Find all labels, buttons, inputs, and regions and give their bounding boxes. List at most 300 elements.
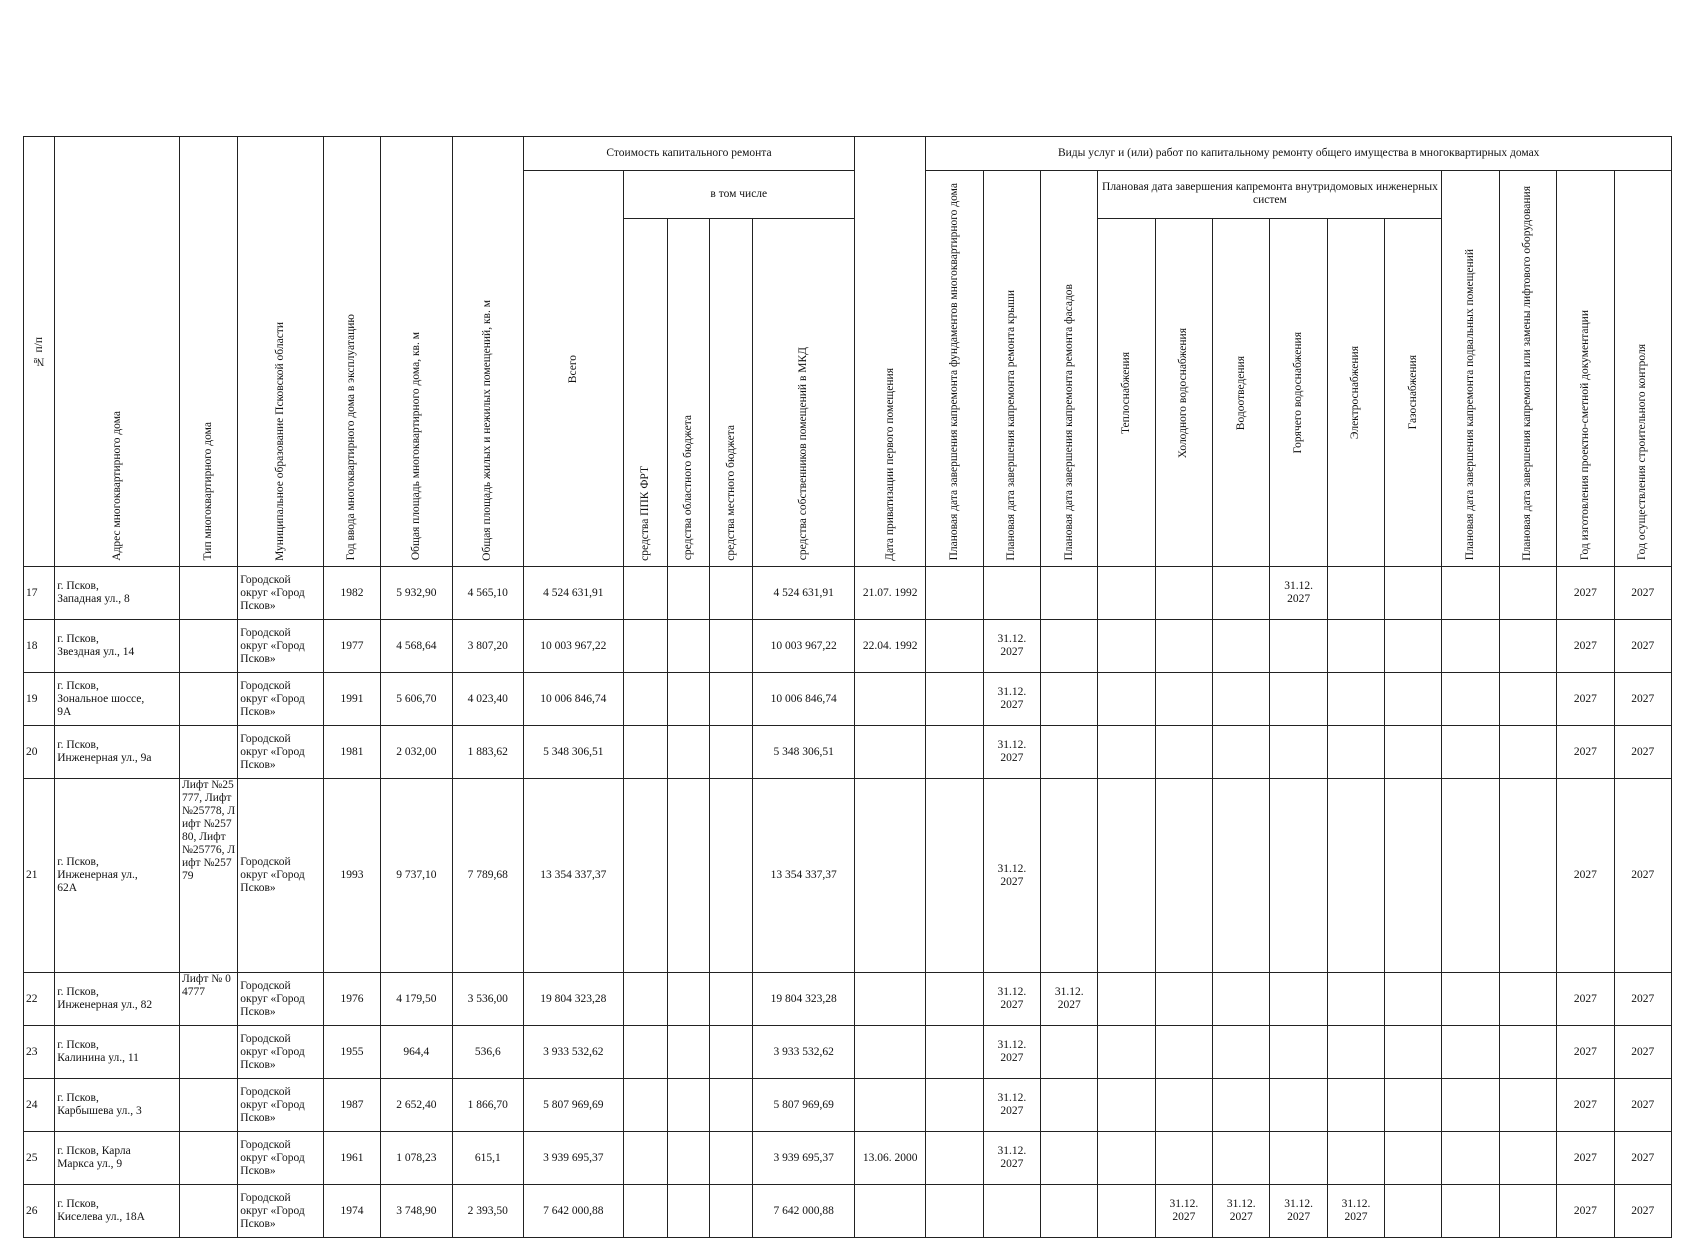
cell-total-area: 964,4 — [381, 1026, 452, 1079]
cell-type — [179, 1132, 237, 1185]
cell-drainage — [1213, 673, 1270, 726]
cell-gas — [1385, 567, 1442, 620]
cell-basement — [1442, 779, 1499, 973]
cell-local — [710, 1026, 753, 1079]
cell-municipality: Городской округ «Город Псков» — [238, 973, 324, 1026]
cell-address: г. Псков, Киселева ул., 18А — [55, 1185, 180, 1238]
cell-living-area: 2 393,50 — [452, 1185, 523, 1238]
col-control-year-header: Год осуществления строительного контроля — [1614, 171, 1672, 567]
col-municipality-header: Муниципальное образование Псковской области — [238, 137, 324, 567]
cell-foundation — [926, 567, 983, 620]
cell-ppk — [623, 1026, 667, 1079]
cell-cold-water — [1155, 779, 1212, 973]
col-gas-header: Газоснабжения — [1385, 218, 1442, 566]
cell-address: г. Псков, Инженерная ул., 9а — [55, 726, 180, 779]
cell-living-area: 3 536,00 — [452, 973, 523, 1026]
cell-elevator — [1499, 726, 1556, 779]
cell-living-area: 615,1 — [452, 1132, 523, 1185]
cell-basement — [1442, 673, 1499, 726]
cell-municipality: Городской округ «Город Псков» — [238, 779, 324, 973]
cell-local — [710, 620, 753, 673]
cell-local — [710, 726, 753, 779]
cost-group-header: Стоимость капитального ремонта — [523, 137, 854, 171]
cell-roof — [983, 567, 1040, 620]
cell-hot-water — [1270, 973, 1327, 1026]
cell-owners: 5 807 969,69 — [753, 1079, 855, 1132]
cell-electric: 31.12. 2027 — [1327, 1185, 1384, 1238]
cell-gas — [1385, 973, 1442, 1026]
cell-address: г. Псков, Инженерная ул., 82 — [55, 973, 180, 1026]
col-roof-header: Плановая дата завершения капремонта ремонта крыши — [983, 171, 1040, 567]
cell-elevator — [1499, 673, 1556, 726]
cell-cost-total: 10 006 846,74 — [523, 673, 623, 726]
cell-control-year: 2027 — [1614, 673, 1672, 726]
cell-control-year: 2027 — [1614, 620, 1672, 673]
cell-address: г. Псков, Инженерная ул., 62А — [55, 779, 180, 973]
table-body — [24, 567, 1672, 1238]
cell-drainage: 31.12. 2027 — [1213, 1185, 1270, 1238]
cell-year: 1993 — [323, 779, 380, 973]
cell-facade — [1041, 1026, 1098, 1079]
cell-total-area: 2 652,40 — [381, 1079, 452, 1132]
cell-num: 21 — [24, 779, 55, 973]
cell-owners: 10 006 846,74 — [753, 673, 855, 726]
cell-design-year: 2027 — [1557, 1185, 1614, 1238]
cell-heat — [1098, 1132, 1155, 1185]
cell-ppk — [623, 620, 667, 673]
cell-elevator — [1499, 567, 1556, 620]
cell-heat — [1098, 1185, 1155, 1238]
cell-heat — [1098, 673, 1155, 726]
cell-elevator — [1499, 1026, 1556, 1079]
cell-address: г. Псков, Западная ул., 8 — [55, 567, 180, 620]
cell-local — [710, 673, 753, 726]
including-header: в том числе — [623, 171, 854, 219]
cell-regional — [667, 1132, 709, 1185]
cell-regional — [667, 1079, 709, 1132]
cell-drainage — [1213, 620, 1270, 673]
cell-facade — [1041, 620, 1098, 673]
cell-cost-total: 5 348 306,51 — [523, 726, 623, 779]
cell-foundation — [926, 973, 983, 1026]
cell-regional — [667, 726, 709, 779]
cell-address: г. Псков, Калинина ул., 11 — [55, 1026, 180, 1079]
cell-total-area: 2 032,00 — [381, 726, 452, 779]
cell-year: 1974 — [323, 1185, 380, 1238]
cell-roof: 31.12. 2027 — [983, 779, 1040, 973]
cell-roof — [983, 1185, 1040, 1238]
cell-design-year: 2027 — [1557, 1079, 1614, 1132]
cell-num: 22 — [24, 973, 55, 1026]
cell-hot-water — [1270, 673, 1327, 726]
cell-owners: 13 354 337,37 — [753, 779, 855, 973]
cell-municipality: Городской округ «Город Псков» — [238, 1132, 324, 1185]
engineering-group-header: Плановая дата завершения капремонта внутридомовых инженерных систем — [1098, 171, 1442, 219]
cell-hot-water — [1270, 620, 1327, 673]
cell-total-area: 5 606,70 — [381, 673, 452, 726]
cell-ppk — [623, 779, 667, 973]
cell-type — [179, 1026, 237, 1079]
table-row — [24, 1079, 1672, 1132]
cell-hot-water: 31.12. 2027 — [1270, 1185, 1327, 1238]
cell-facade — [1041, 1079, 1098, 1132]
cell-heat — [1098, 1079, 1155, 1132]
cell-year: 1955 — [323, 1026, 380, 1079]
cell-owners: 5 348 306,51 — [753, 726, 855, 779]
cell-basement — [1442, 620, 1499, 673]
cell-control-year: 2027 — [1614, 1185, 1672, 1238]
cell-heat — [1098, 726, 1155, 779]
cell-drainage — [1213, 779, 1270, 973]
cell-foundation — [926, 1132, 983, 1185]
col-year-header: Год ввода многоквартирного дома в эксплуатацию — [323, 137, 380, 567]
cell-basement — [1442, 973, 1499, 1026]
cell-electric — [1327, 779, 1384, 973]
cell-gas — [1385, 1026, 1442, 1079]
cell-electric — [1327, 973, 1384, 1026]
cell-facade — [1041, 1132, 1098, 1185]
cell-basement — [1442, 567, 1499, 620]
cell-design-year: 2027 — [1557, 779, 1614, 973]
cell-address: г. Псков, Зональное шоссе, 9А — [55, 673, 180, 726]
col-design-year-header: Год изготовления проектно-сметной документации — [1557, 171, 1614, 567]
cell-electric — [1327, 1026, 1384, 1079]
cell-regional — [667, 620, 709, 673]
col-owners-header: средства собственников помещений в МКД — [753, 218, 855, 566]
cell-hot-water — [1270, 1026, 1327, 1079]
cell-total-area: 5 932,90 — [381, 567, 452, 620]
cell-cold-water — [1155, 620, 1212, 673]
cell-cost-total: 7 642 000,88 — [523, 1185, 623, 1238]
cell-num: 26 — [24, 1185, 55, 1238]
cell-roof: 31.12. 2027 — [983, 973, 1040, 1026]
cell-design-year: 2027 — [1557, 620, 1614, 673]
cell-cold-water — [1155, 1079, 1212, 1132]
cell-total-area: 4 179,50 — [381, 973, 452, 1026]
cell-local — [710, 1185, 753, 1238]
col-regional-header: средства областного бюджета — [667, 218, 709, 566]
cell-cost-total: 4 524 631,91 — [523, 567, 623, 620]
col-elevator-header: Плановая дата завершения капремонта или замены лифтового оборудования — [1499, 171, 1556, 567]
cell-regional — [667, 779, 709, 973]
cell-living-area: 1 883,62 — [452, 726, 523, 779]
cell-year: 1982 — [323, 567, 380, 620]
table-row — [24, 1132, 1672, 1185]
cell-municipality: Городской округ «Город Псков» — [238, 1079, 324, 1132]
cell-municipality: Городской округ «Город Псков» — [238, 673, 324, 726]
cell-foundation — [926, 1079, 983, 1132]
cell-ppk — [623, 1079, 667, 1132]
cell-living-area: 7 789,68 — [452, 779, 523, 973]
cell-privatization — [854, 1026, 925, 1079]
cell-regional — [667, 1026, 709, 1079]
cell-heat — [1098, 1026, 1155, 1079]
table-row — [24, 620, 1672, 673]
col-ppk-header: средства ППК ФРТ — [623, 218, 667, 566]
cell-local — [710, 973, 753, 1026]
cell-gas — [1385, 1185, 1442, 1238]
cell-municipality: Городской округ «Город Псков» — [238, 620, 324, 673]
cell-year: 1987 — [323, 1079, 380, 1132]
col-foundation-header: Плановая дата завершения капремонта фундаментов многоквартирного дома — [926, 171, 983, 567]
cell-hot-water — [1270, 726, 1327, 779]
cell-local — [710, 1132, 753, 1185]
cell-living-area: 4 023,40 — [452, 673, 523, 726]
cell-municipality: Городской округ «Город Псков» — [238, 1185, 324, 1238]
cell-year: 1981 — [323, 726, 380, 779]
cell-facade: 31.12. 2027 — [1041, 973, 1098, 1026]
cell-electric — [1327, 1079, 1384, 1132]
cell-basement — [1442, 1079, 1499, 1132]
table-row — [24, 726, 1672, 779]
cell-cost-total: 3 939 695,37 — [523, 1132, 623, 1185]
cell-cost-total: 5 807 969,69 — [523, 1079, 623, 1132]
col-facade-header: Плановая дата завершения капремонта ремонта фасадов — [1041, 171, 1098, 567]
cell-ppk — [623, 726, 667, 779]
cell-owners: 3 939 695,37 — [753, 1132, 855, 1185]
cell-num: 25 — [24, 1132, 55, 1185]
cell-hot-water: 31.12. 2027 — [1270, 567, 1327, 620]
cell-cold-water — [1155, 567, 1212, 620]
cell-facade — [1041, 567, 1098, 620]
cell-roof: 31.12. 2027 — [983, 726, 1040, 779]
cell-cost-total: 19 804 323,28 — [523, 973, 623, 1026]
cell-electric — [1327, 673, 1384, 726]
cell-elevator — [1499, 1132, 1556, 1185]
cell-gas — [1385, 1132, 1442, 1185]
cell-ppk — [623, 673, 667, 726]
cell-heat — [1098, 973, 1155, 1026]
cell-year: 1991 — [323, 673, 380, 726]
cell-roof: 31.12. 2027 — [983, 673, 1040, 726]
col-local-header: средства местного бюджета — [710, 218, 753, 566]
cell-design-year: 2027 — [1557, 567, 1614, 620]
cell-design-year: 2027 — [1557, 973, 1614, 1026]
cell-foundation — [926, 620, 983, 673]
cell-privatization: 13.06. 2000 — [854, 1132, 925, 1185]
cell-living-area: 536,6 — [452, 1026, 523, 1079]
cell-privatization: 22.04. 1992 — [854, 620, 925, 673]
table-row — [24, 1026, 1672, 1079]
cell-address: г. Псков, Карла Маркса ул., 9 — [55, 1132, 180, 1185]
cell-drainage — [1213, 726, 1270, 779]
cell-facade — [1041, 726, 1098, 779]
cell-design-year: 2027 — [1557, 1026, 1614, 1079]
cell-gas — [1385, 779, 1442, 973]
cell-num: 18 — [24, 620, 55, 673]
cell-facade — [1041, 1185, 1098, 1238]
cell-design-year: 2027 — [1557, 1132, 1614, 1185]
cell-living-area: 4 565,10 — [452, 567, 523, 620]
col-living-area-header: Общая площадь жилых и нежилых помещений, кв. м — [452, 137, 523, 567]
col-type-header: Тип многоквартирного дома — [179, 137, 237, 567]
cell-cold-water — [1155, 973, 1212, 1026]
col-hot-water-header: Горячего водоснабжения — [1270, 218, 1327, 566]
cell-elevator — [1499, 1185, 1556, 1238]
cell-num: 20 — [24, 726, 55, 779]
table-row — [24, 779, 1672, 973]
cell-ppk — [623, 567, 667, 620]
cell-living-area: 3 807,20 — [452, 620, 523, 673]
cell-drainage — [1213, 1132, 1270, 1185]
cell-type — [179, 620, 237, 673]
cell-municipality: Городской округ «Город Псков» — [238, 1026, 324, 1079]
cell-local — [710, 567, 753, 620]
cell-year: 1976 — [323, 973, 380, 1026]
cell-owners: 7 642 000,88 — [753, 1185, 855, 1238]
cell-type — [179, 1079, 237, 1132]
cell-regional — [667, 973, 709, 1026]
col-basement-header: Плановая дата завершения капремонта подвальных помещений — [1442, 171, 1499, 567]
col-address-header: Адрес многоквартирного дома — [55, 137, 180, 567]
cell-type: Лифт № 04777 — [179, 973, 237, 1026]
cell-privatization — [854, 1185, 925, 1238]
cell-control-year: 2027 — [1614, 779, 1672, 973]
table-row — [24, 567, 1672, 620]
cell-regional — [667, 1185, 709, 1238]
cell-cost-total: 10 003 967,22 — [523, 620, 623, 673]
cell-hot-water — [1270, 779, 1327, 973]
cell-drainage — [1213, 973, 1270, 1026]
works-group-header: Виды услуг и (или) работ по капитальному ремонту общего имущества в многоквартирных домах — [926, 137, 1672, 171]
cell-foundation — [926, 673, 983, 726]
cell-total-area: 9 737,10 — [381, 779, 452, 973]
cell-electric — [1327, 726, 1384, 779]
cell-control-year: 2027 — [1614, 1079, 1672, 1132]
cell-total-area: 4 568,64 — [381, 620, 452, 673]
col-cost-total-header: Всего — [523, 171, 623, 567]
cell-control-year: 2027 — [1614, 567, 1672, 620]
cell-year: 1961 — [323, 1132, 380, 1185]
cell-gas — [1385, 620, 1442, 673]
cell-gas — [1385, 673, 1442, 726]
cell-regional — [667, 567, 709, 620]
cell-type — [179, 1185, 237, 1238]
cell-facade — [1041, 673, 1098, 726]
cell-privatization — [854, 1079, 925, 1132]
cell-cold-water — [1155, 1026, 1212, 1079]
cell-basement — [1442, 1185, 1499, 1238]
cell-ppk — [623, 1185, 667, 1238]
cell-owners: 19 804 323,28 — [753, 973, 855, 1026]
cell-year: 1977 — [323, 620, 380, 673]
cell-hot-water — [1270, 1132, 1327, 1185]
cell-elevator — [1499, 779, 1556, 973]
cell-owners: 10 003 967,22 — [753, 620, 855, 673]
cell-owners: 4 524 631,91 — [753, 567, 855, 620]
cell-cold-water — [1155, 726, 1212, 779]
cell-basement — [1442, 1026, 1499, 1079]
cell-electric — [1327, 1132, 1384, 1185]
cell-address: г. Псков, Карбышева ул., 3 — [55, 1079, 180, 1132]
cell-foundation — [926, 779, 983, 973]
cell-num: 19 — [24, 673, 55, 726]
cell-regional — [667, 673, 709, 726]
cell-electric — [1327, 567, 1384, 620]
cell-foundation — [926, 1185, 983, 1238]
cell-roof: 31.12. 2027 — [983, 620, 1040, 673]
col-total-area-header: Общая площадь многоквартирного дома, кв. м — [381, 137, 452, 567]
cell-type — [179, 567, 237, 620]
cell-basement — [1442, 726, 1499, 779]
capital-repair-table — [23, 136, 1672, 1238]
cell-roof: 31.12. 2027 — [983, 1026, 1040, 1079]
cell-num: 24 — [24, 1079, 55, 1132]
cell-total-area: 3 748,90 — [381, 1185, 452, 1238]
cell-type — [179, 726, 237, 779]
cell-local — [710, 779, 753, 973]
cell-municipality: Городской округ «Город Псков» — [238, 567, 324, 620]
table-row — [24, 973, 1672, 1026]
cell-roof: 31.12. 2027 — [983, 1132, 1040, 1185]
cell-gas — [1385, 726, 1442, 779]
cell-privatization — [854, 973, 925, 1026]
col-drainage-header: Водоотведения — [1213, 218, 1270, 566]
cell-privatization — [854, 779, 925, 973]
cell-type — [179, 673, 237, 726]
cell-roof: 31.12. 2027 — [983, 1079, 1040, 1132]
cell-heat — [1098, 567, 1155, 620]
cell-elevator — [1499, 620, 1556, 673]
cell-heat — [1098, 779, 1155, 973]
cell-privatization — [854, 673, 925, 726]
cell-foundation — [926, 726, 983, 779]
cell-ppk — [623, 1132, 667, 1185]
cell-total-area: 1 078,23 — [381, 1132, 452, 1185]
cell-num: 23 — [24, 1026, 55, 1079]
cell-cost-total: 3 933 532,62 — [523, 1026, 623, 1079]
cell-ppk — [623, 973, 667, 1026]
cell-address: г. Псков, Звездная ул., 14 — [55, 620, 180, 673]
cell-control-year: 2027 — [1614, 726, 1672, 779]
col-privatization-header: Дата приватизации первого помещения — [854, 137, 925, 567]
cell-control-year: 2027 — [1614, 1132, 1672, 1185]
cell-cold-water — [1155, 1132, 1212, 1185]
cell-facade — [1041, 779, 1098, 973]
col-num-header: № п/п — [24, 137, 55, 567]
cell-drainage — [1213, 567, 1270, 620]
table-row — [24, 673, 1672, 726]
cell-electric — [1327, 620, 1384, 673]
col-cold-water-header: Холодного водоснабжения — [1155, 218, 1212, 566]
cell-elevator — [1499, 973, 1556, 1026]
cell-privatization: 21.07. 1992 — [854, 567, 925, 620]
cell-cold-water: 31.12. 2027 — [1155, 1185, 1212, 1238]
cell-gas — [1385, 1079, 1442, 1132]
cell-basement — [1442, 1132, 1499, 1185]
cell-privatization — [854, 726, 925, 779]
cell-num: 17 — [24, 567, 55, 620]
cell-cost-total: 13 354 337,37 — [523, 779, 623, 973]
cell-municipality: Городской округ «Город Псков» — [238, 726, 324, 779]
cell-heat — [1098, 620, 1155, 673]
cell-drainage — [1213, 1079, 1270, 1132]
table-header — [24, 137, 1672, 567]
cell-drainage — [1213, 1026, 1270, 1079]
cell-local — [710, 1079, 753, 1132]
col-electric-header: Электроснабжения — [1327, 218, 1384, 566]
table-row — [24, 1185, 1672, 1238]
cell-elevator — [1499, 1079, 1556, 1132]
cell-hot-water — [1270, 1079, 1327, 1132]
cell-design-year: 2027 — [1557, 673, 1614, 726]
cell-design-year: 2027 — [1557, 726, 1614, 779]
cell-living-area: 1 866,70 — [452, 1079, 523, 1132]
cell-type: Лифт №25777, Лифт №25778, Лифт №25780, Лифт №25776, Лифт №25779 — [179, 779, 237, 973]
cell-control-year: 2027 — [1614, 973, 1672, 1026]
cell-owners: 3 933 532,62 — [753, 1026, 855, 1079]
col-heat-header: Теплоснабжения — [1098, 218, 1155, 566]
